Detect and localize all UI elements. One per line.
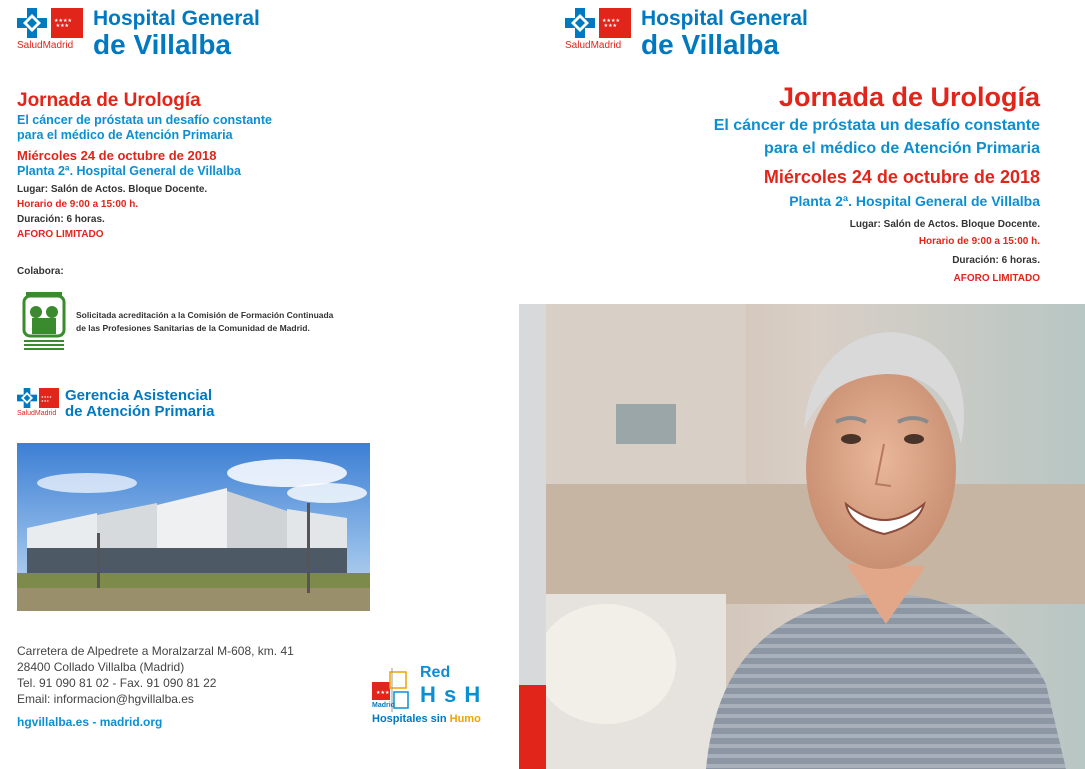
red-hospitales-sin-humo-logo — [370, 662, 500, 732]
event-venue-large: Planta 2ª. Hospital General de Villalba — [789, 193, 1040, 209]
salud-madrid-cross-icon — [17, 388, 37, 408]
event-title: Jornada de Urología — [17, 90, 201, 111]
decorative-side-bar — [519, 304, 546, 769]
salud-text: Salud — [17, 40, 43, 51]
salud-madrid-cross-icon — [565, 8, 595, 38]
hospital-name-line1: Hospital General — [93, 7, 260, 30]
colabora-label: Colabora: — [17, 266, 64, 277]
accreditation-line2: de las Profesiones Sanitarias de la Comunidad de Madrid. — [76, 323, 310, 333]
event-subtitle-line2-large: para el médico de Atención Primaria — [764, 140, 1040, 157]
red-accent-strip — [519, 685, 546, 769]
hsh-label: H s H — [420, 682, 482, 707]
hospital-building-photo — [17, 443, 370, 611]
address-line1: Carretera de Alpedrete a Moralzarzal M-608, km. 41 — [17, 644, 294, 658]
event-date: Miércoles 24 de octubre de 2018 — [17, 148, 217, 163]
event-subtitle-line2: para el médico de Atención Primaria — [17, 128, 233, 142]
svg-text:★★★: ★★★ — [376, 690, 390, 696]
event-subtitle-line1-large: El cáncer de próstata un desafío constante — [713, 117, 1040, 134]
website-link[interactable]: hgvillalba.es - madrid.org — [17, 715, 163, 729]
gerencia-line2: de Atención Primaria — [65, 403, 215, 420]
humo-label: Humo — [449, 713, 481, 725]
phone-fax: Tel. 91 090 81 02 - Fax. 91 090 81 22 — [17, 676, 217, 690]
event-place: Lugar: Salón de Actos. Bloque Docente. — [17, 184, 208, 195]
hospital-name-line2: de Villalba — [93, 29, 231, 60]
hospitales-sin-label: Hospitales sin — [372, 713, 450, 725]
salud-madrid-cross-icon — [17, 8, 47, 38]
comunidad-madrid-flag-icon: ★★★★ ★★★ — [599, 8, 631, 38]
hospital-logo — [17, 8, 260, 59]
event-venue: Planta 2ª. Hospital General de Villalba — [17, 164, 241, 178]
salud-text: Salud — [565, 40, 591, 51]
comision-formacion-continuada-logo — [20, 290, 68, 356]
email: Email: informacion@hgvillalba.es — [17, 692, 194, 706]
event-schedule-large: Horario de 9:00 a 15:00 h. — [918, 236, 1040, 247]
madrid-text: Madrid — [590, 40, 622, 51]
hospital-name-line1: Hospital General — [641, 7, 808, 30]
hospital-name-line2: de Villalba — [641, 29, 779, 60]
madrid-small-label: Madrid — [372, 702, 395, 709]
madrid-text: Madrid — [42, 40, 74, 51]
hospital-logo — [565, 8, 808, 59]
comunidad-madrid-flag-icon: ★★★★ ★★★ — [39, 388, 59, 408]
smiling-man-photo — [546, 304, 1085, 769]
event-date-large: Miércoles 24 de octubre de 2018 — [763, 167, 1040, 187]
comunidad-madrid-flag-icon: ★★★★ ★★★ — [51, 8, 83, 38]
event-subtitle-line1: El cáncer de próstata un desafío constante — [17, 113, 272, 127]
salud-text: Salud — [17, 410, 35, 417]
accreditation-line1: Solicitada acreditación a la Comisión de Formación Continuada — [76, 310, 334, 320]
event-capacity-large: AFORO LIMITADO — [953, 273, 1040, 284]
event-place-large: Lugar: Salón de Actos. Bloque Docente. — [849, 219, 1040, 230]
event-schedule: Horario de 9:00 a 15:00 h. — [17, 199, 139, 210]
event-title-large: Jornada de Urología — [778, 82, 1040, 112]
gerencia-logo — [17, 388, 215, 420]
event-duration-large: Duración: 6 horas. — [952, 255, 1040, 266]
madrid-text: Madrid — [34, 410, 57, 417]
red-label: Red — [420, 664, 451, 681]
address-line2: 28400 Collado Villalba (Madrid) — [17, 660, 185, 674]
event-duration: Duración: 6 horas. — [17, 214, 105, 225]
event-capacity: AFORO LIMITADO — [17, 229, 104, 240]
gerencia-line1: Gerencia Asistencial — [65, 387, 213, 404]
left-panel — [0, 0, 542, 769]
